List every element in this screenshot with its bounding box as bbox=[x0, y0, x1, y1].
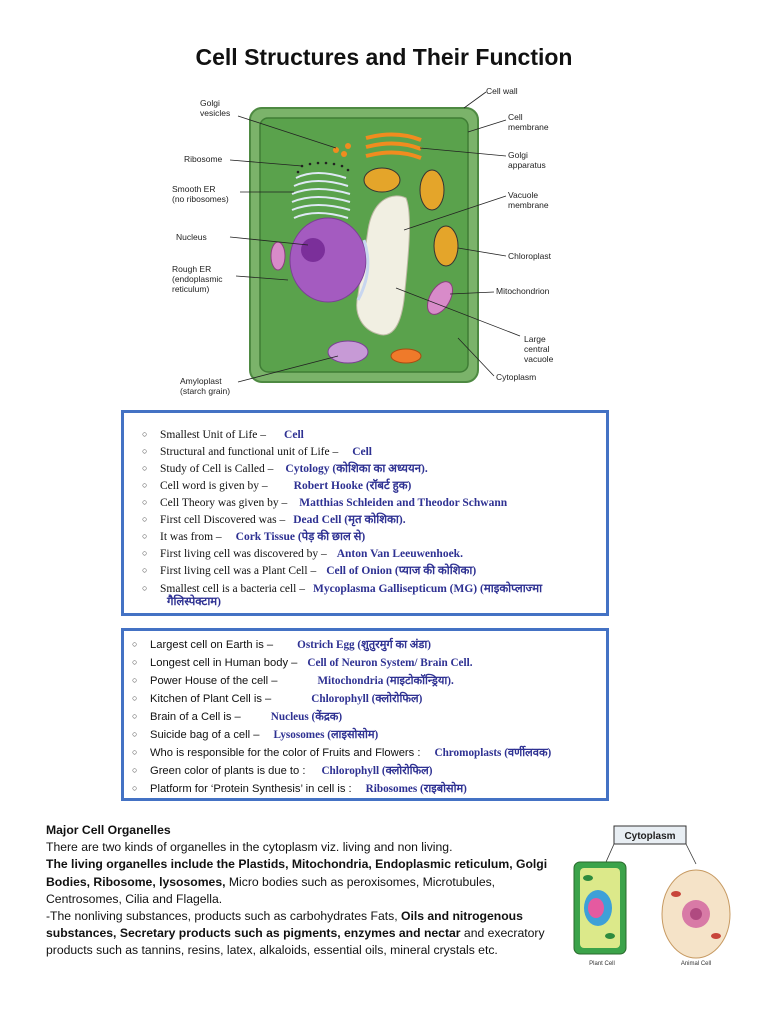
fact-row: ○ Study of Cell is Called – Cytology (कोशिका का अध्ययन). bbox=[142, 463, 428, 475]
animal-cell-caption: Animal Cell bbox=[680, 961, 712, 967]
paragraph-intro: There are two kinds of organelles in the cytoplasm viz. living and non living. bbox=[46, 840, 453, 855]
fact-row: ○ Power House of the cell – Mitochondria (माइटोकॉन्ड्रिया). bbox=[132, 675, 454, 687]
fact-row: ○ Kitchen of Plant Cell is – Chlorophyll (क्लोरोफिल) bbox=[132, 693, 423, 705]
label-smooth-er-2: (no ribosomes) bbox=[172, 194, 229, 204]
label-cell-wall: Cell wall bbox=[486, 86, 518, 96]
amyloplast-shape bbox=[328, 341, 368, 363]
fact-row: ○ Structural and functional unit of Life – Cell bbox=[142, 446, 373, 458]
label-amyloplast-1: Amyloplast bbox=[180, 376, 222, 386]
label-rough-er-2: (endoplasmic bbox=[172, 274, 223, 284]
label-rough-er-3: reticulum) bbox=[172, 284, 210, 294]
label-cytoplasm: Cytoplasm bbox=[496, 372, 537, 382]
fact-row: ○ Platform for ‘Protein Synthesis’ in cell is : Ribosomes (राइबोसोम) bbox=[132, 783, 467, 795]
fact-row: ○ Suicide bag of a cell – Lysosomes (लाइसोसोम) bbox=[132, 729, 379, 741]
fact-row: ○ Largest cell on Earth is – Ostrich Egg (शुतुरमुर्ग का अंडा) bbox=[132, 639, 431, 651]
fact-row: ○ Longest cell in Human body – Cell of Neuron System/ Brain Cell. bbox=[132, 657, 473, 669]
fact-row: ○ Cell Theory was given by – Matthias Schleiden and Theodor Schwann bbox=[142, 497, 508, 509]
plant-cell-diagram bbox=[168, 80, 588, 398]
label-large-vacuole-1: Large bbox=[524, 334, 546, 344]
nucleus-shape bbox=[290, 218, 366, 302]
fact-row: ○ First cell Discovered was – Dead Cell (मृत कोशिका). bbox=[142, 514, 406, 526]
plant-animal-cell-illustration bbox=[566, 824, 736, 974]
label-rough-er-1: Rough ER bbox=[172, 264, 212, 274]
plant-cell-caption: Plant Cell bbox=[589, 961, 615, 967]
paragraph-living: The living organelles include the Plastids, Mitochondria, Endoplasmic reticulum, Golgi Bodies, Ribosome, lysosomes, Micro bodies such as peroxisomes, Microtubules, Centrosomes, Cilia and Flagella. bbox=[46, 857, 548, 906]
label-vacuole-membrane-2: membrane bbox=[508, 200, 549, 210]
fact-row: ○ Brain of a Cell is – Nucleus (केंद्रक) bbox=[132, 711, 343, 723]
label-mitochondrion: Mitochondrion bbox=[496, 286, 550, 296]
label-ribosome: Ribosome bbox=[184, 154, 223, 164]
label-cell-membrane-2: membrane bbox=[508, 122, 549, 132]
fact-row: ○ First living cell was discovered by – Anton Van Leeuwenhoek. bbox=[142, 548, 463, 560]
fact-row: ○ It was from – Cork Tissue (पेड़ की छाल से) bbox=[142, 531, 366, 543]
chloroplast-shape bbox=[364, 168, 400, 192]
label-golgi-apparatus-2: apparatus bbox=[508, 160, 546, 170]
fact-row: ○ Green color of plants is due to : Chlorophyll (क्लोरोफिल) bbox=[132, 765, 433, 777]
nucleolus-shape bbox=[301, 238, 325, 262]
label-cell-membrane-1: Cell bbox=[508, 112, 523, 122]
page-title: Cell Structures and Their Function bbox=[195, 44, 573, 70]
label-amyloplast-2: (starch grain) bbox=[180, 386, 231, 396]
thumb-title: Cytoplasm bbox=[624, 831, 676, 842]
label-large-vacuole-2: central bbox=[524, 344, 550, 354]
label-chloroplast: Chloroplast bbox=[508, 251, 551, 261]
label-smooth-er-1: Smooth ER bbox=[172, 184, 216, 194]
fact-row: ○ Cell word is given by – Robert Hooke (रॉबर्ट हुक) bbox=[142, 480, 412, 492]
label-golgi-apparatus-1: Golgi bbox=[508, 150, 528, 160]
fact-row: ○ First living cell was a Plant Cell – Cell of Onion (प्याज की कोशिका) bbox=[142, 565, 477, 577]
fact-row: ○ Smallest Unit of Life – Cell bbox=[142, 429, 304, 441]
label-golgi-vesicles-1: Golgi bbox=[200, 98, 220, 108]
fact-row: ○ Smallest cell is a bacteria cell – Mycoplasma Gallisepticum (MG) (माइकोप्लाज्मा गैलिस्पेक्टाम) bbox=[142, 583, 543, 608]
label-large-vacuole-3: vacuole bbox=[524, 354, 554, 364]
paragraph-nonliving: -The nonliving substances, products such as carbohydrates Fats, Oils and nitrogenous substances, Secretary products such as pigments, enzymes and nectar and execratory products such as tannins, resins, latex, alkaloids, essential oils, mineral crystals etc. bbox=[46, 909, 545, 958]
section-heading: Major Cell Organelles bbox=[46, 823, 171, 837]
fact-row: ○ Who is responsible for the color of Fruits and Flowers : Chromoplasts (वर्णीलवक) bbox=[132, 747, 552, 759]
facts-box-1 bbox=[121, 410, 609, 616]
label-vacuole-membrane-1: Vacuole bbox=[508, 190, 539, 200]
facts-box-2 bbox=[121, 628, 609, 801]
major-organelles-section bbox=[46, 822, 552, 960]
label-nucleus: Nucleus bbox=[176, 232, 207, 242]
label-golgi-vesicles-2: vesicles bbox=[200, 108, 231, 118]
